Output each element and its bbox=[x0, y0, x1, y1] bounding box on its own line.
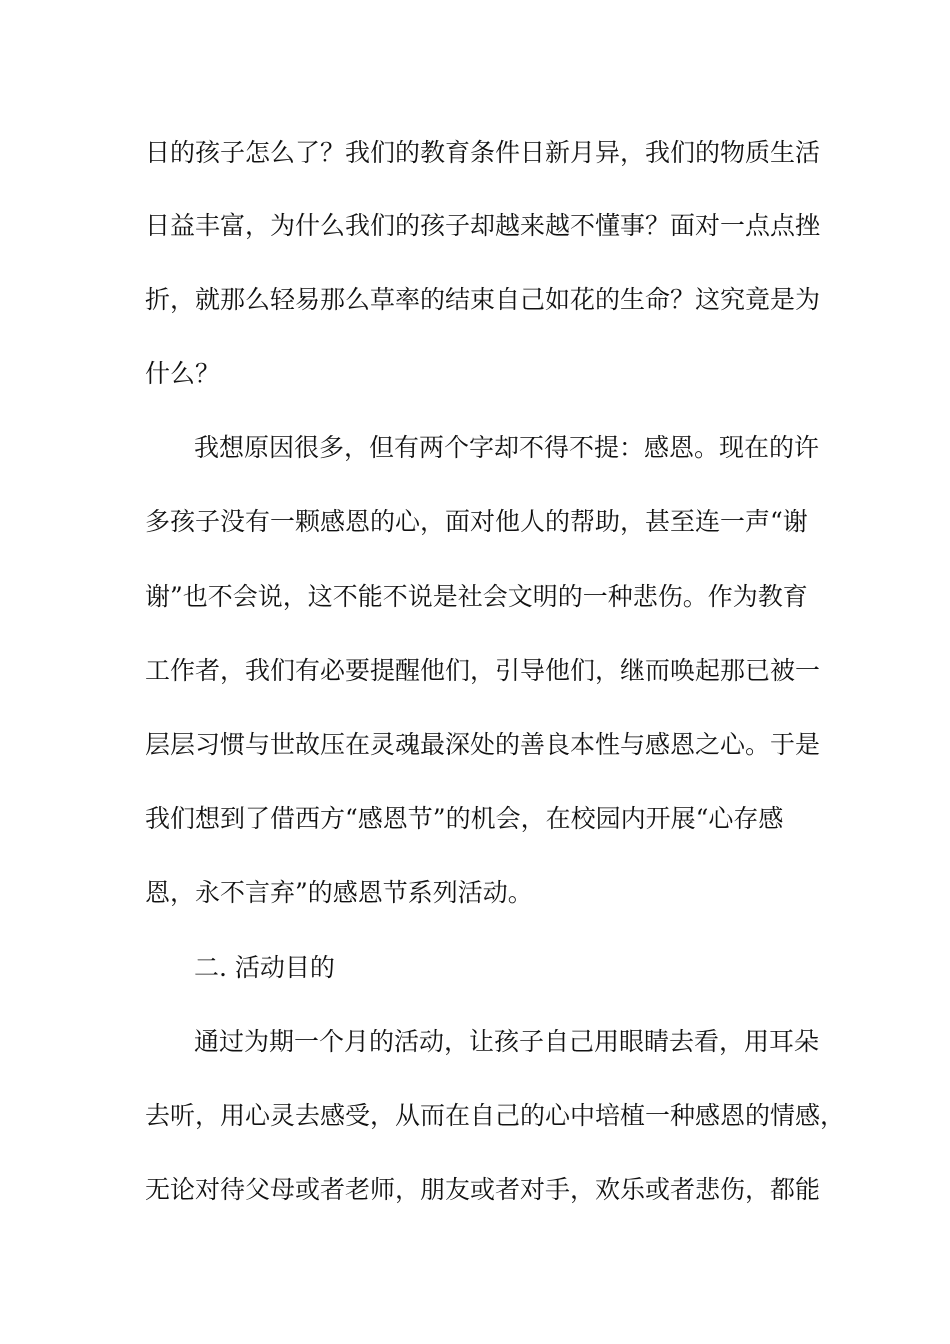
text-line-content: 日的孩子怎么了？我们的教育条件日新月异，我们的物质生活 bbox=[145, 138, 821, 167]
text-line-content: 无论对待父母或者老师，朋友或者对手，欢乐或者悲伤，都能 bbox=[145, 1175, 821, 1204]
text-line bbox=[0, 577, 950, 617]
text-line bbox=[0, 206, 950, 246]
text-line-content: 谢”也不会说，这不能不说是社会文明的一种悲伤。作为教育 bbox=[145, 582, 808, 611]
text-line-content: 去听，用心灵去感受，从而在自己的心中培植一种感恩的情感， bbox=[145, 1101, 846, 1130]
text-line-content: 折，就那么轻易那么草率的结束自己如花的生命？这究竟是为 bbox=[145, 285, 821, 314]
text-line-content: 我们想到了借西方“感恩节”的机会，在校园内开展“心存感 bbox=[145, 804, 784, 833]
text-line-content: 什么？ bbox=[145, 359, 221, 388]
text-line-content: 多孩子没有一颗感恩的心，面对他人的帮助，甚至连一声“谢 bbox=[145, 507, 808, 536]
text-line bbox=[0, 354, 950, 394]
text-line bbox=[0, 873, 950, 913]
text-line bbox=[0, 133, 950, 173]
text-line bbox=[0, 1096, 950, 1136]
text-line bbox=[0, 1170, 950, 1210]
text-line bbox=[0, 651, 950, 691]
text-line-content: 日益丰富，为什么我们的孩子却越来越不懂事？面对一点点挫 bbox=[145, 211, 821, 240]
paragraph-first-line bbox=[0, 428, 950, 468]
text-line-content: 工作者，我们有必要提醒他们，引导他们，继而唤起那已被一 bbox=[145, 656, 821, 685]
text-line bbox=[0, 725, 950, 765]
section-heading-text: 二. 活动目的 bbox=[194, 953, 335, 982]
text-line bbox=[0, 502, 950, 542]
section-heading bbox=[0, 948, 950, 988]
text-line-content: 通过为期一个月的活动，让孩子自己用眼睛去看，用耳朵 bbox=[194, 1027, 820, 1056]
text-line-content: 恩，永不言弃”的感恩节系列活动。 bbox=[145, 878, 533, 907]
text-line-content: 我想原因很多，但有两个字却不得不提：感恩。现在的许 bbox=[194, 433, 820, 462]
text-line-content: 层层习惯与世故压在灵魂最深处的善良本性与感恩之心。于是 bbox=[145, 730, 821, 759]
text-line bbox=[0, 280, 950, 320]
text-line bbox=[0, 799, 950, 839]
paragraph-first-line bbox=[0, 1022, 950, 1062]
